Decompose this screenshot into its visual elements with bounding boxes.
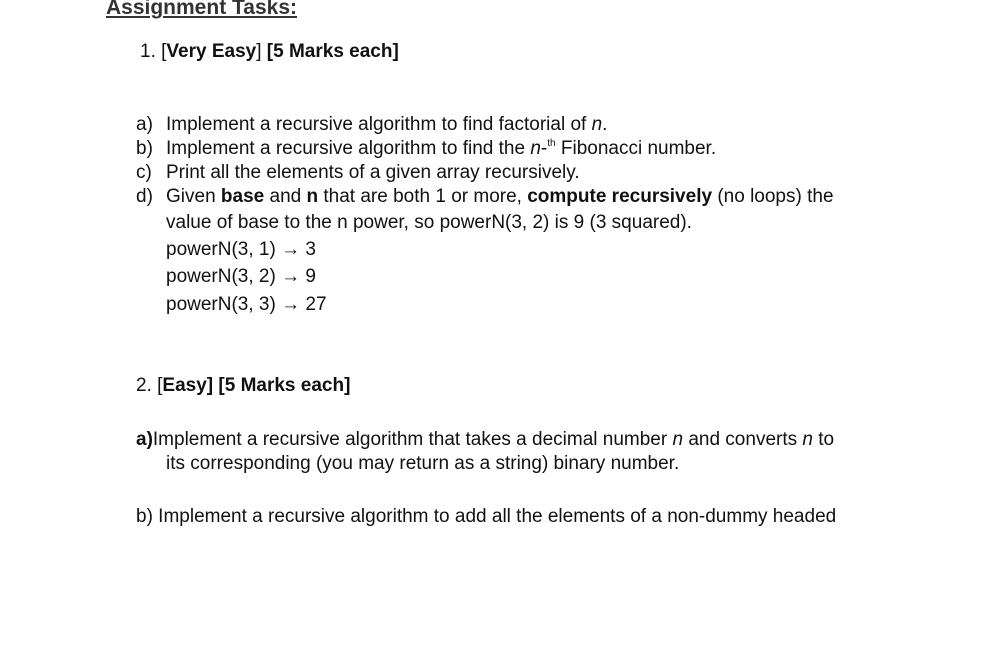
task1-number: 1. (140, 41, 156, 62)
task2-number: 2. (136, 375, 152, 396)
item-label: a) (136, 114, 153, 135)
item-text: Implement a recursive algorithm to find factorial of n. (166, 114, 608, 135)
item-text: Given base and n that are both 1 or more, compute recursively (no loops) the (166, 186, 834, 207)
task2-item-a (136, 429, 834, 451)
task1-close-bracket: ] (256, 41, 262, 62)
item-label: c) (136, 162, 152, 183)
task1-marks: [5 Marks each] (266, 41, 399, 62)
item-label: d) (136, 186, 153, 207)
example-line: powerN(3, 3) → 27 (166, 294, 327, 315)
example-line: powerN(3, 1) → 3 (166, 239, 316, 260)
page-heading: Assignment Tasks: (106, 0, 297, 19)
task2-header (136, 375, 350, 397)
task1-open-bracket: [ (161, 41, 167, 62)
item-label: b) (136, 138, 153, 159)
task1-item-d-line2: value of base to the n power, so powerN(3, 2) is 9 (3 squared). (166, 212, 692, 233)
item-text: Print all the elements of a given array recursively. (166, 162, 580, 183)
example-line: powerN(3, 2) → 9 (166, 266, 316, 287)
task1-header (140, 41, 399, 63)
item-label: a) (136, 429, 153, 450)
task2-item-b: b) Implement a recursive algorithm to add all the elements of a non-dummy headed (136, 506, 837, 527)
item-text: Implement a recursive algorithm that takes a decimal number n and converts n to (152, 429, 835, 450)
task2-item-a-line2: its corresponding (you may return as a string) binary number. (166, 453, 680, 474)
item-text: Implement a recursive algorithm to find the n-$^{th}$ Fibonacci number. (166, 138, 717, 159)
task2-label: Easy] [5 Marks each] (162, 375, 351, 396)
task2-open-bracket: [ (157, 375, 163, 396)
task1-difficulty: Very Easy (166, 41, 257, 62)
